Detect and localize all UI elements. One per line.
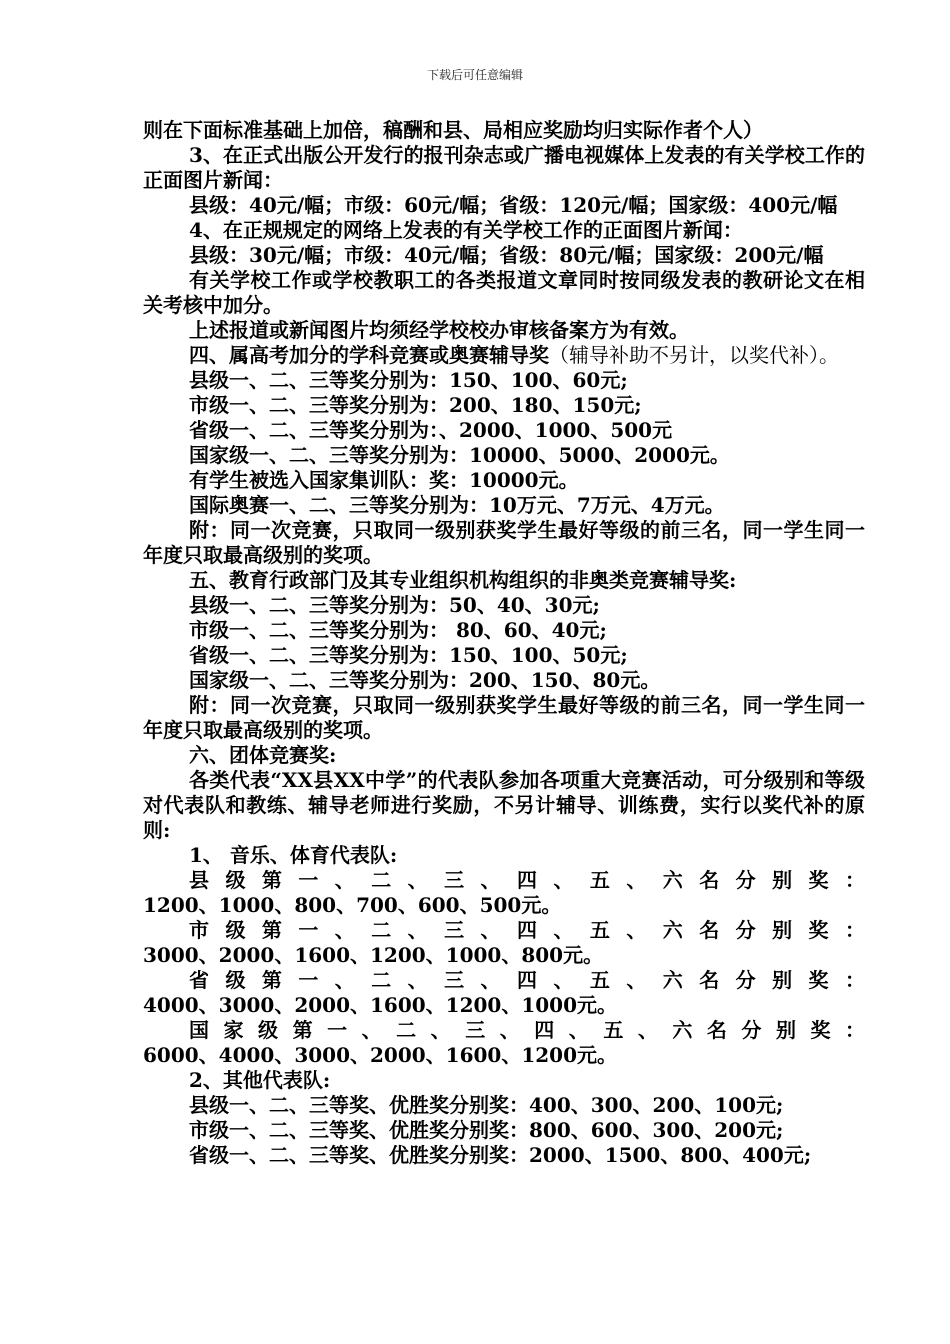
paragraph — [143, 918, 865, 943]
paragraph — [143, 768, 865, 843]
paragraph — [143, 393, 865, 418]
paragraph — [143, 243, 865, 268]
paragraph-text: 市级一、二、三等奖分别为：200、180、150元; — [189, 393, 642, 417]
paragraph-text: 3、在正式出版公开发行的报刊杂志或广播电视媒体上发表的有关学校工作的正面图片新闻： — [143, 143, 865, 192]
paragraph — [143, 118, 865, 143]
paragraph — [143, 443, 865, 468]
paragraph — [143, 868, 865, 893]
paragraph — [143, 1143, 865, 1168]
paragraph-text: 县级一、二、三等奖、优胜奖分别奖：400、300、200、100元; — [189, 1093, 784, 1117]
paragraph-text: 市级一、二、三等奖、优胜奖分别奖：800、600、300、200元; — [189, 1118, 784, 1142]
paragraph — [143, 343, 865, 368]
paragraph — [143, 193, 865, 218]
paragraph-text: 4000、3000、2000、1600、1200、1000元。 — [143, 993, 617, 1017]
paragraph — [143, 143, 865, 193]
paragraph-text: 3000、2000、1600、1200、1000、800元。 — [143, 943, 604, 967]
paragraph — [143, 693, 865, 743]
paragraph-text: 有学生被选入国家集训队：奖：10000元。 — [189, 468, 579, 492]
paragraph-text: 六、团体竞赛奖: — [189, 743, 337, 767]
paragraph-text: 4、在正规规定的网络上发表的有关学校工作的正面图片新闻： — [189, 218, 743, 242]
paragraph-text: 1、 音乐、体育代表队: — [189, 843, 398, 867]
paragraph-text: 附：同一次竞赛，只取同一级别获奖学生最好等级的前三名，同一学生同一年度只取最高级别的奖项。 — [143, 518, 865, 567]
paragraph-text: 国家级第一、二、三、四、五、六名分别奖： — [189, 1018, 865, 1042]
paragraph — [143, 318, 865, 343]
paragraph — [143, 643, 865, 668]
paragraph-text: 有关学校工作或学校教职工的各类报道文章同时按同级发表的教研论文在相关考核中加分。 — [143, 268, 865, 317]
paragraph — [143, 268, 865, 318]
paragraph-text: 省级第一、二、三、四、五、六名分别奖： — [189, 968, 865, 992]
paragraph — [143, 1018, 865, 1043]
paragraph-text: 市级一、二、三等奖分别为： 80、60、40元; — [189, 618, 607, 642]
paragraph-text: 国家级一、二、三等奖分别为：10000、5000、2000元。 — [189, 443, 730, 467]
paragraph-text: 县级一、二、三等奖分别为：50、40、30元; — [189, 593, 600, 617]
document-body — [143, 118, 865, 1168]
paragraph-text: 五、教育行政部门及其专业组织机构组织的非奥类竞赛辅导奖: — [189, 568, 737, 592]
paragraph — [143, 1043, 865, 1068]
paragraph — [143, 843, 865, 868]
paragraph — [143, 618, 865, 643]
paragraph-suffix: （辅导补助不另计，以奖代补）。 — [549, 343, 839, 367]
paragraph-text: 各类代表“XX县XX中学”的代表队参加各项重大竞赛活动，可分级别和等级对代表队和教练、辅导老师进行奖励，不另计辅导、训练费，实行以奖代补的原则: — [143, 768, 865, 842]
paragraph-text: 国际奥赛一、二、三等奖分别为：10万元、7万元、4万元。 — [189, 493, 725, 517]
paragraph-text: 附：同一次竞赛，只取同一级别获奖学生最好等级的前三名，同一学生同一年度只取最高级别的奖项。 — [143, 693, 865, 742]
paragraph — [143, 968, 865, 993]
paragraph — [143, 1118, 865, 1143]
paragraph — [143, 993, 865, 1018]
paragraph-text: 省级一、二、三等奖、优胜奖分别奖：2000、1500、800、400元; — [189, 1143, 812, 1167]
paragraph — [143, 468, 865, 493]
paragraph-text: 省级一、二、三等奖分别为：150、100、50元; — [189, 643, 628, 667]
paragraph — [143, 568, 865, 593]
paragraph — [143, 518, 865, 568]
paragraph — [143, 493, 865, 518]
paragraph — [143, 368, 865, 393]
paragraph — [143, 218, 865, 243]
paragraph-text: 2、其他代表队: — [189, 1068, 331, 1092]
paragraph-text: 1200、1000、800、700、600、500元。 — [143, 893, 562, 917]
paragraph-text: 省级一、二、三等奖分别为：、2000、1000、500元 — [189, 418, 673, 442]
paragraph — [143, 593, 865, 618]
paragraph-text: 上述报道或新闻图片均须经学校校办审核备案方为有效。 — [189, 318, 689, 342]
paragraph-text: 县级：30元/幅；市级：40元/幅；省级：80元/幅；国家级：200元/幅 — [189, 243, 824, 267]
paragraph — [143, 893, 865, 918]
paragraph-text: 县级第一、二、三、四、五、六名分别奖： — [189, 868, 865, 892]
paragraph-text: 则在下面标准基础上加倍，稿酬和县、局相应奖励均归实际作者个人） — [143, 118, 763, 142]
page-header: 下载后可任意编辑 — [426, 68, 523, 82]
paragraph — [143, 418, 865, 443]
paragraph — [143, 743, 865, 768]
paragraph-text: 县级：40元/幅；市级：60元/幅；省级：120元/幅；国家级：400元/幅 — [189, 193, 838, 217]
paragraph — [143, 1093, 865, 1118]
paragraph — [143, 668, 865, 693]
paragraph-text: 国家级一、二、三等奖分别为：200、150、80元。 — [189, 668, 661, 692]
paragraph-text: 6000、4000、3000、2000、1600、1200元。 — [143, 1043, 617, 1067]
paragraph-text: 县级一、二、三等奖分别为：150、100、60元; — [189, 368, 628, 392]
paragraph-text: 四、属高考加分的学科竞赛或奥赛辅导奖 — [189, 343, 549, 367]
paragraph-text: 市级第一、二、三、四、五、六名分别奖： — [189, 918, 865, 942]
paragraph — [143, 1068, 865, 1093]
paragraph — [143, 943, 865, 968]
